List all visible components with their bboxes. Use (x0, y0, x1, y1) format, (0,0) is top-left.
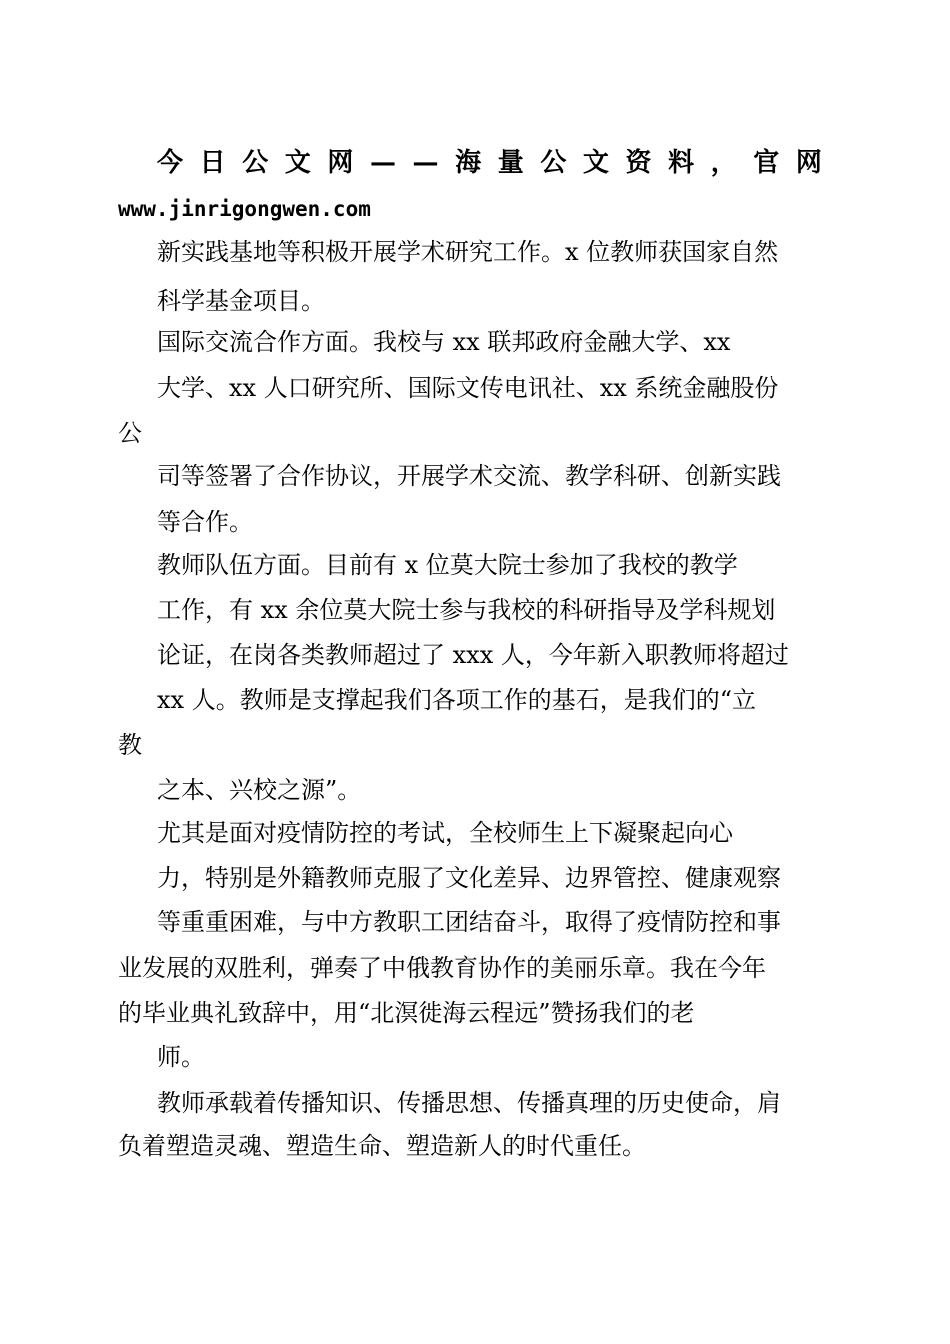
body-line: 教师队伍方面。目前有 x 位莫大院士参加了我校的教学 (157, 551, 738, 579)
header-title-char: — (369, 148, 396, 178)
body-line: 科学基金项目。 (157, 287, 325, 315)
body-line: 尤其是面对疫情防控的考试，全校师生上下凝聚起向心 (157, 819, 733, 847)
header-title-char: 海 (455, 148, 482, 178)
header-title-char: 公 (242, 148, 269, 178)
body-line: 大学、xx 人口研究所、国际文传电讯社、xx 系统金融股份 (157, 374, 779, 402)
header-url: www.jinrigongwen.com (118, 197, 371, 221)
header-title-char: 网 (327, 148, 354, 178)
body-line: 之本、兴校之源”。 (157, 776, 362, 804)
header-title-char: 文 (582, 148, 609, 178)
body-line: xx 人。教师是支撑起我们各项工作的基石，是我们的“立 (157, 686, 756, 714)
header-title-char: ， (710, 148, 737, 178)
header-title-char: 官 (753, 148, 780, 178)
body-line: 等重重困难，与中方教职工团结奋斗，取得了疫情防控和事 (157, 908, 781, 936)
header-title-char: 料 (668, 148, 695, 178)
header-title-char: — (412, 148, 439, 178)
body-line: 业发展的双胜利，弹奏了中俄教育协作的美丽乐章。我在今年 (118, 954, 766, 982)
body-line: 论证，在岗各类教师超过了 xxx 人，今年新入职教师将超过 (157, 641, 789, 669)
body-line: 工作，有 xx 余位莫大院士参与我校的科研指导及学科规划 (157, 596, 776, 624)
header-title-char: 资 (625, 148, 652, 178)
header-title-char: 公 (540, 148, 567, 178)
header-title-char: 文 (284, 148, 311, 178)
body-line: 的毕业典礼致辞中，用“北溟徙海云程远”赞扬我们的老 (118, 999, 695, 1027)
body-line: 司等签署了合作协议，开展学术交流、教学科研、创新实践 (157, 462, 781, 490)
header-title (157, 146, 822, 180)
body-line: 新实践基地等积极开展学术研究工作。x 位教师获国家自然 (157, 238, 779, 266)
body-line: 力，特别是外籍教师克服了文化差异、边界管控、健康观察 (157, 864, 781, 892)
body-line: 教 (118, 731, 142, 759)
body-line: 负着塑造灵魂、塑造生命、塑造新人的时代重任。 (118, 1132, 646, 1160)
body-line: 师。 (157, 1043, 205, 1071)
header-title-char: 量 (497, 148, 524, 178)
body-line: 等合作。 (157, 508, 253, 536)
body-line: 教师承载着传播知识、传播思想、传播真理的历史使命，肩 (157, 1089, 781, 1117)
header-title-char: 网 (795, 148, 822, 178)
header-title-char: 日 (199, 148, 226, 178)
body-line: 公 (118, 419, 142, 447)
header-title-char: 今 (157, 148, 184, 178)
body-line: 国际交流合作方面。我校与 xx 联邦政府金融大学、xx (157, 328, 731, 356)
